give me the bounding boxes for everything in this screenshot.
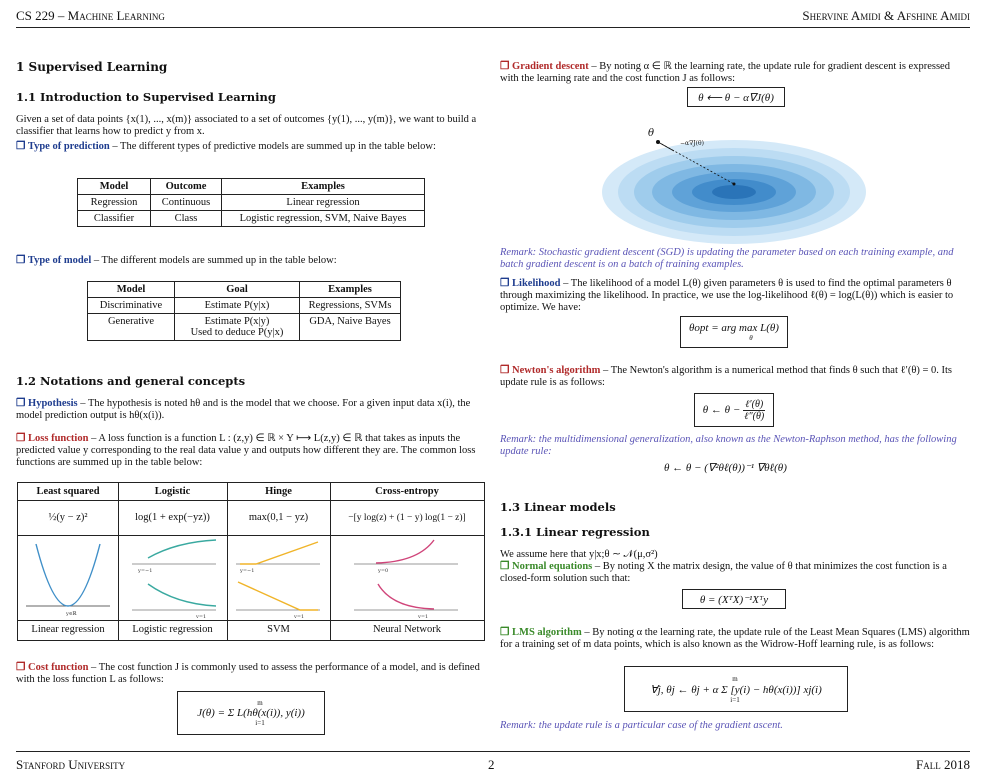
loss-formula: max(0,1 − yz)	[248, 512, 309, 523]
section-1-title: 1 Supervised Learning	[16, 60, 168, 74]
lms-text: – By noting α the learning rate, the update rule of the Least Mean Squares (LMS) algorithm for a training set of m data points, which is also known as the Widrow-Hoff learning rule, is as follows:	[500, 627, 970, 650]
section-1-1-title: 1.1 Introduction to Supervised Learning	[16, 90, 276, 104]
loss-text: – A loss function is a function L : (z,y) ∈ ℝ × Y ⟼ L(z,y) ∈ ℝ that takes as inputs the predicted value y corresponding to the real data value y and outputs how different they are. The common loss functions are summed up in the table below:	[16, 433, 476, 468]
footer-left: Stanford University	[16, 757, 126, 772]
newton-formula-box	[694, 393, 774, 427]
gradient-label: −α∇J(θ)	[680, 140, 704, 147]
normal-equations-keyword: ❒ Normal equations	[500, 561, 593, 572]
svg-text:y=−1: y=−1	[138, 568, 153, 574]
table-cell: GDA, Naive Bayes	[300, 314, 401, 341]
cost-text: – The cost function J is commonly used to assess the performance of a model, and is defined with the loss function L as follows:	[16, 662, 480, 685]
newton-denominator: ℓ″(θ)	[744, 410, 765, 422]
descent-path	[596, 128, 872, 244]
type-prediction-text: – The different types of predictive models are summed up in the table below:	[109, 141, 436, 152]
cross-entropy-plot	[348, 538, 468, 618]
newton-text: – The Newton's algorithm is a numerical method that finds θ such that ℓ′(θ) = 0. Its update rule is as follows:	[500, 365, 953, 388]
section-1-2-title: 1.2 Notations and general concepts	[16, 374, 246, 388]
hypothesis-text: – The hypothesis is noted hθ and is the model that we choose. For a given input data x(i), the model prediction output is hθ(x(i)).	[16, 398, 471, 421]
section-1-3-title: 1.3 Linear models	[500, 500, 616, 514]
sum-lower-limit: i=1	[730, 695, 740, 704]
gradient-descent-keyword: ❒ Gradient descent	[500, 61, 589, 72]
table-header: Model	[88, 282, 175, 298]
type-prediction-keyword: ❒ Type of prediction	[16, 141, 110, 152]
logistic-plot	[126, 538, 222, 618]
table-cell	[175, 314, 300, 341]
sgd-remark: Remark: Stochastic gradient descent (SGD) is updating the parameter based on each training example, and batch gradient descent is on a batch of training examples.	[500, 247, 954, 270]
gradient-descent-text: – By noting α ∈ ℝ the learning rate, the update rule for gradient descent is expressed with the learning rate and the cost function J as follows:	[500, 61, 950, 84]
table-cell: Estimate P(y|x)	[175, 298, 300, 314]
argmax-subscript: θ	[749, 334, 753, 342]
likelihood-text: – The likelihood of a model L(θ) given parameters θ is used to find the optimal parameters θ through maximizing the likelihood. In practice, we use the log-likelihood ℓ(θ) = log(L(θ)) which is easier to optimize. We have:	[500, 278, 954, 313]
model-types-table	[87, 281, 401, 341]
goal-line-1: Estimate P(x|y)	[204, 316, 270, 327]
gradient-descent-formula: θ ⟵ θ − α∇J(θ)	[698, 91, 774, 104]
gradient-descent-formula-box	[687, 87, 785, 107]
gradient-ascent-remark: Remark: the update rule is a particular case of the gradient ascent.	[500, 720, 783, 731]
gradient-descent-paragraph	[500, 61, 970, 85]
hinge-plot	[230, 538, 326, 618]
footer-right: Fall 2018	[916, 757, 970, 772]
prediction-types-table	[77, 178, 425, 227]
normal-equations-formula: θ = (XᵀX)⁻¹Xᵀy	[699, 593, 769, 606]
least-squared-plot	[22, 538, 114, 618]
table-cell: Regression	[78, 195, 151, 211]
svg-text:y=1: y=1	[196, 614, 207, 618]
loss-model-name: Neural Network	[373, 624, 441, 635]
svg-text:y=1: y=1	[294, 614, 305, 618]
table-header: Model	[78, 179, 151, 195]
cost-paragraph	[16, 662, 486, 686]
cost-formula-box	[177, 691, 325, 735]
likelihood-paragraph	[500, 278, 970, 314]
assumption-line: We assume here that y|x;θ ∼ 𝒩(μ,σ²)	[500, 549, 658, 560]
loss-model-name: Logistic regression	[132, 624, 213, 635]
svg-text:y∈ℝ: y∈ℝ	[66, 611, 77, 617]
table-cell: Regressions, SVMs	[300, 298, 401, 314]
lms-keyword: ❒ LMS algorithm	[500, 627, 582, 638]
table-cell: Class	[151, 211, 222, 227]
table-header: Goal	[175, 282, 300, 298]
sum-upper-limit: m	[732, 674, 738, 683]
normal-equations-text: – By noting X the matrix design, the value of θ that minimizes the cost function is a closed-form solution such that:	[500, 561, 947, 584]
loss-table	[17, 482, 485, 641]
header-rule	[16, 27, 970, 28]
type-model-keyword: ❒ Type of model	[16, 255, 92, 266]
newton-paragraph	[500, 365, 970, 389]
loss-col-header: Logistic	[154, 486, 191, 497]
type-prediction-paragraph	[16, 141, 486, 153]
newton-raphson-formula: θ ← θ − (∇²θℓ(θ))⁻¹ ∇θℓ(θ)	[664, 462, 787, 474]
header-right: Shervine Amidi & Afshine Amidi	[802, 8, 970, 23]
loss-col-header: Cross-entropy	[375, 486, 439, 497]
newton-remark: Remark: the multidimensional generalization, also known as the Newton-Raphson method, has the following update rule:	[500, 434, 957, 457]
likelihood-formula-box	[680, 316, 788, 348]
gradient-descent-figure	[596, 128, 872, 244]
normal-equations-formula-box	[682, 589, 786, 609]
hypothesis-keyword: ❒ Hypothesis	[16, 398, 78, 409]
sum-lower-limit: i=1	[255, 719, 265, 727]
type-model-text: – The different models are summed up in the table below:	[91, 255, 337, 266]
newton-numerator: ℓ′(θ)	[745, 398, 764, 410]
loss-model-name: Linear regression	[31, 624, 105, 635]
newton-fraction	[743, 399, 765, 422]
footer-rule	[16, 751, 970, 752]
loss-formula: ½(y − z)²	[48, 512, 88, 523]
goal-line-2: Used to deduce P(y|x)	[190, 327, 284, 338]
loss-keyword: ❒ Loss function	[16, 433, 89, 444]
svg-text:y=0: y=0	[378, 568, 389, 574]
loss-col-header: Hinge	[265, 486, 292, 497]
lms-paragraph	[500, 627, 970, 651]
loss-formula: −[y log(z) + (1 − y) log(1 − z)]	[348, 513, 466, 523]
intro-paragraph: Given a set of data points {x(1), ..., x(m)} associated to a set of outcomes {y(1), ..., y(m)}, we want to build a classifier that learns how to predict y from x.	[16, 114, 477, 137]
normal-equations-paragraph	[500, 561, 970, 585]
likelihood-formula: θopt = arg max L(θ)	[689, 322, 779, 334]
table-cell: Discriminative	[88, 298, 175, 314]
header-left: CS 229 – Machine Learning	[16, 8, 165, 23]
cost-formula: J(θ) = Σ L(hθ(x(i)), y(i))	[197, 707, 305, 719]
newton-keyword: ❒ Newton's algorithm	[500, 365, 601, 376]
cost-keyword: ❒ Cost function	[16, 662, 89, 673]
loss-formula: log(1 + exp(−yz))	[135, 512, 210, 523]
page-number: 2	[488, 757, 495, 772]
likelihood-keyword: ❒ Likelihood	[500, 278, 561, 289]
table-cell: Classifier	[78, 211, 151, 227]
svg-text:y=−1: y=−1	[240, 568, 255, 574]
table-cell: Continuous	[151, 195, 222, 211]
loss-model-name: SVM	[267, 624, 290, 635]
lms-formula-box	[624, 666, 848, 712]
sum-upper-limit: m	[257, 699, 263, 707]
table-header: Outcome	[151, 179, 222, 195]
table-cell: Logistic regression, SVM, Naive Bayes	[222, 211, 425, 227]
type-model-paragraph	[16, 255, 486, 267]
hypothesis-paragraph	[16, 398, 486, 422]
table-cell: Linear regression	[222, 195, 425, 211]
lms-formula: ∀j, θj ← θj + α Σ [y(i) − hθ(x(i))] xj(i)	[650, 683, 822, 696]
table-cell: Generative	[88, 314, 175, 341]
loss-paragraph	[16, 433, 486, 469]
loss-col-header: Least squared	[36, 486, 100, 497]
svg-text:y=1: y=1	[418, 614, 429, 618]
table-header: Examples	[222, 179, 425, 195]
theta-label: θ	[648, 128, 655, 139]
section-1-3-1-title: 1.3.1 Linear regression	[500, 525, 650, 539]
table-header: Examples	[300, 282, 401, 298]
newton-lhs: θ ← θ −	[702, 404, 741, 416]
